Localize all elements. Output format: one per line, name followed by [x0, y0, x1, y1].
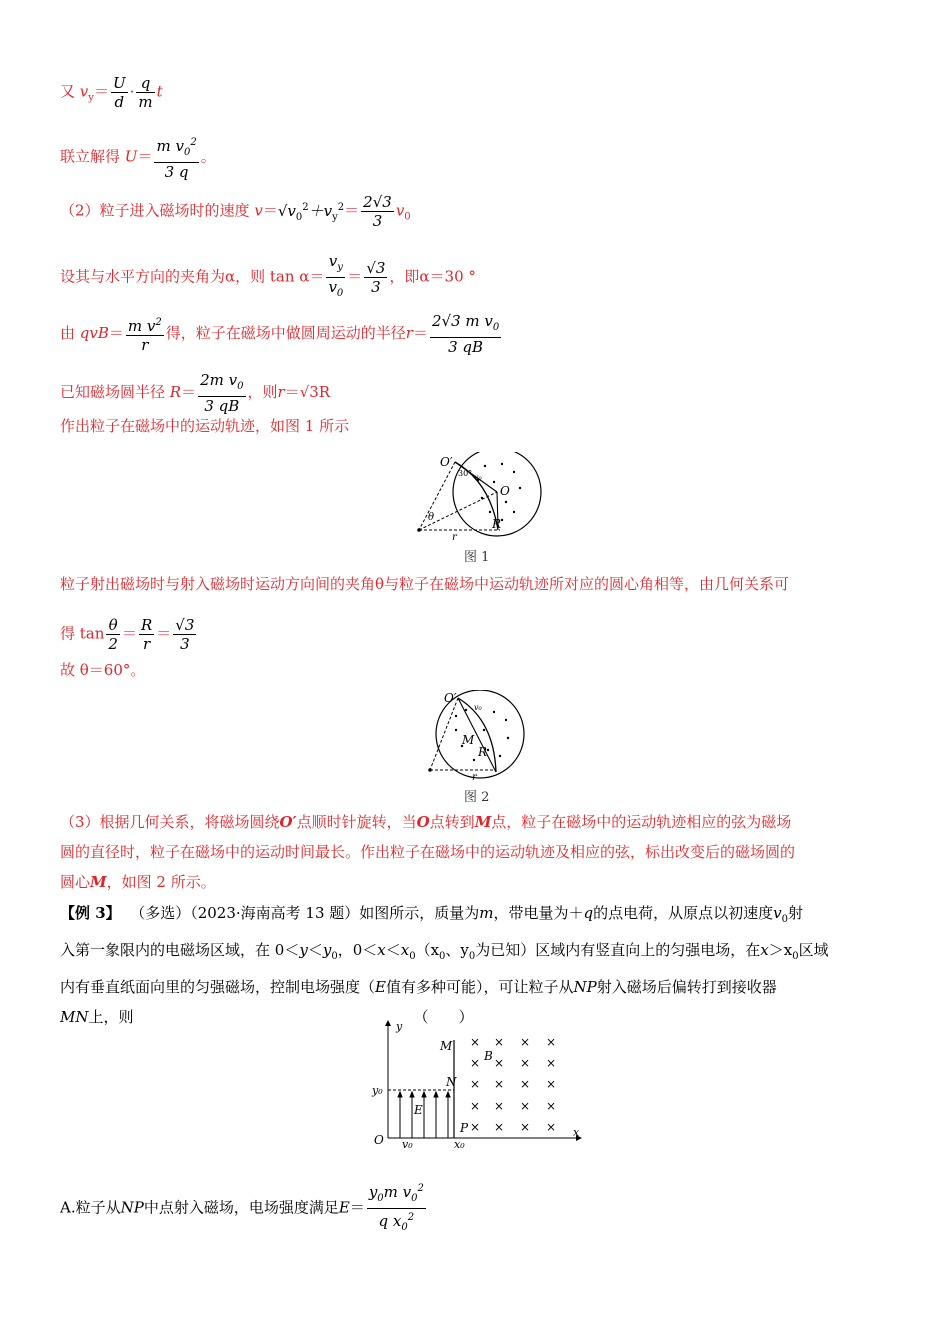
label-x: x	[573, 1126, 580, 1139]
text-figure1-ref: 作出粒子在磁场中的运动轨迹，如图 1 所示	[60, 417, 350, 435]
text: 值有多种可能），可让粒子从	[385, 978, 574, 996]
radius-line-1	[419, 462, 455, 530]
var-M: M	[90, 873, 107, 891]
equals: ＝	[347, 267, 363, 286]
text: ，即α＝30 °	[389, 267, 476, 286]
denominator: 3	[371, 278, 381, 296]
var-MN: MN	[60, 1008, 89, 1026]
sub: 0	[439, 951, 446, 962]
svg-text:×: ×	[494, 1056, 505, 1070]
text-theta-result: 故 θ＝60°。	[60, 661, 146, 679]
text: 又	[60, 82, 76, 101]
sub: 0	[492, 322, 500, 333]
sup: 2	[190, 137, 197, 148]
equals: ＝	[412, 324, 428, 342]
fraction-q-m	[136, 74, 154, 111]
equation-R	[60, 371, 330, 415]
text: 设其与水平方向的夹角为α，则 tan α＝	[60, 267, 325, 286]
figure-2-caption: 图 2	[464, 790, 490, 805]
text: （3）根据几何关系，将磁场圆绕	[60, 813, 280, 831]
y-axis-arrow	[385, 1020, 391, 1026]
sub: 0	[409, 951, 416, 962]
fraction	[139, 616, 154, 653]
sub: y	[337, 262, 343, 273]
label-r: r	[472, 772, 477, 782]
paragraph-part3	[60, 807, 890, 897]
svg-text:×: ×	[470, 1120, 481, 1134]
label-R: R	[478, 745, 488, 759]
text-geometry: 粒子射出磁场时与射入磁场时运动方向间的夹角θ与粒子在磁场中运动轨迹所对应的圆心角相等，由几何关系可	[60, 575, 790, 593]
label-N: N	[446, 1075, 457, 1089]
equals: ＝	[181, 383, 197, 401]
sub: 0	[183, 147, 191, 158]
svg-text:×: ×	[470, 1035, 481, 1049]
sup: 2	[407, 1212, 415, 1223]
numerator: 2√3	[363, 193, 392, 211]
denominator: 3 qB	[448, 338, 484, 356]
label-r: r	[452, 532, 457, 540]
center-point	[428, 768, 432, 772]
text: 为已知）区域内有竖直向上的匀强电场，在	[475, 941, 761, 959]
text: 上，则	[88, 1008, 134, 1026]
var-NP: NP	[573, 978, 597, 996]
fraction	[126, 314, 164, 354]
sub: 0	[404, 211, 411, 223]
text: 中点射入磁场，电场强度满足	[143, 1198, 339, 1217]
label-v0: v₀	[402, 1138, 413, 1148]
label-O: O	[374, 1133, 384, 1147]
var-E: E	[375, 978, 386, 996]
var-x: x	[760, 941, 769, 959]
text: ，0＜	[337, 941, 378, 959]
text: 圆心	[60, 873, 91, 891]
sub: 0	[237, 381, 244, 392]
text: ，如图 2 所示。	[106, 873, 216, 891]
fraction	[173, 616, 196, 653]
equation-v	[60, 193, 411, 230]
label-y: y	[396, 1020, 403, 1033]
numerator: U	[112, 74, 126, 92]
text: 的点电荷，从原点以初速度	[593, 904, 774, 922]
var-y: y	[299, 941, 308, 959]
B-field-crosses	[470, 1035, 556, 1134]
svg-text:×: ×	[520, 1056, 531, 1070]
label-M: M	[440, 1039, 453, 1053]
text: ，带电量为＋	[493, 904, 584, 922]
denominator: q x	[378, 1212, 402, 1230]
example-tag: 【例 3】	[60, 904, 121, 922]
numerator: 2√3 m v	[431, 312, 493, 330]
text: 入第一象限内的电磁场区域，在 0＜	[60, 941, 300, 959]
text: 点顺时针旋转，当	[296, 813, 417, 831]
fraction	[106, 616, 120, 653]
var-v: v	[254, 201, 263, 220]
figure-2	[422, 690, 527, 782]
equals: ＝	[121, 624, 137, 643]
svg-text:×: ×	[470, 1056, 481, 1070]
option-A[interactable]	[60, 1180, 428, 1237]
denominator: 3	[372, 212, 383, 230]
numerator: y	[368, 1183, 378, 1201]
text: ＜	[385, 941, 401, 959]
var-y0: y	[322, 941, 332, 959]
equals: ＝	[344, 201, 360, 220]
sub: 0	[401, 1222, 408, 1233]
center-line	[419, 492, 497, 530]
denominator: v	[328, 278, 337, 296]
var-v0: v	[773, 904, 782, 922]
equals: ＝	[108, 324, 124, 342]
dot: ·	[129, 82, 135, 101]
var-x: x	[377, 941, 386, 959]
sup: 2	[337, 201, 345, 213]
text: 圆的直径时，粒子在磁场中的运动时间最长。作出粒子在磁场中的运动轨迹及相应的弦，标出改变后的磁场圆的	[60, 843, 796, 861]
sqrt: √v	[277, 201, 296, 220]
var-M: M	[474, 813, 492, 831]
denominator: r	[141, 336, 149, 354]
svg-text:×: ×	[494, 1077, 505, 1091]
text: A.粒子从	[60, 1198, 121, 1217]
denominator: 3 q	[164, 163, 189, 181]
numerator: q	[136, 74, 154, 93]
equation-radius	[60, 312, 503, 356]
equals: ＝	[156, 624, 172, 643]
svg-text:×: ×	[520, 1099, 531, 1113]
numerator: 2m v	[200, 371, 238, 389]
text: （2）粒子进入磁场时的速度	[60, 201, 250, 220]
field-lines-E	[398, 1092, 450, 1138]
figure-1-caption: 图 1	[464, 550, 490, 565]
var-E: E	[338, 1198, 350, 1217]
denominator: 3 qB	[204, 397, 240, 415]
label-R: R	[492, 517, 502, 531]
text: 由	[60, 324, 76, 342]
fraction	[367, 1180, 426, 1237]
denominator: 3	[180, 635, 190, 653]
label-O1: O′	[440, 455, 453, 469]
svg-text:×: ×	[546, 1077, 557, 1091]
sub: y	[332, 211, 338, 223]
fraction-vy-v0	[326, 252, 345, 303]
sup: 2	[417, 1183, 424, 1194]
equation-U	[60, 134, 216, 181]
center-point	[417, 528, 421, 532]
var-r: r	[277, 383, 285, 401]
answer-blank: （ ）	[413, 1008, 474, 1026]
svg-text:×: ×	[494, 1120, 505, 1134]
var-r: r	[405, 324, 413, 342]
var-x0: x	[400, 941, 410, 959]
label-O: O	[500, 484, 510, 498]
numerator: v	[328, 252, 338, 270]
var-NP: NP	[120, 1198, 144, 1217]
numerator: R	[140, 616, 153, 634]
text: 得 tan	[60, 624, 105, 643]
var-O1: O′	[279, 813, 297, 831]
denominator: r	[143, 635, 151, 653]
svg-text:×: ×	[470, 1077, 481, 1091]
text: 已知磁场圆半径	[60, 383, 166, 401]
sub: 0	[295, 211, 303, 223]
label-M: M	[462, 733, 475, 747]
text: 内有垂直纸面向里的匀强磁场，控制电场强度（	[60, 978, 376, 996]
equals: ＝	[349, 1198, 365, 1217]
fraction	[361, 193, 394, 230]
equals: ＝	[93, 82, 109, 101]
sub: y	[88, 92, 94, 104]
equals: ＝	[137, 147, 153, 166]
sub: 0	[411, 1193, 418, 1204]
sub: 0	[792, 951, 799, 962]
equals: ＝	[262, 201, 278, 220]
var-qvB: qvB	[79, 324, 109, 342]
var-v0: v	[395, 201, 405, 220]
svg-text:×: ×	[546, 1120, 557, 1134]
example-3	[60, 898, 890, 1032]
figure-3	[368, 1018, 583, 1148]
fraction	[154, 134, 198, 181]
label-E: E	[414, 1103, 423, 1117]
text: （多选）（2023·海南高考 13 题）如图所示，质量为	[130, 904, 480, 922]
label-O1: O′	[444, 691, 457, 705]
numerator: θ	[106, 616, 120, 635]
label-y0: y₀	[372, 1084, 383, 1097]
numerator: √3	[366, 259, 386, 277]
fraction	[430, 312, 501, 356]
sup: 2	[302, 201, 309, 213]
svg-text:×: ×	[546, 1056, 557, 1070]
denominator: m	[138, 93, 153, 111]
var-U: U	[124, 147, 138, 166]
label-P: P	[460, 1121, 469, 1135]
text: ＜	[307, 941, 323, 959]
figure-1	[410, 452, 545, 540]
svg-text:×: ×	[470, 1099, 481, 1113]
numerator: m v	[127, 317, 156, 335]
sup: 2	[155, 317, 162, 328]
text: 、y	[445, 941, 469, 959]
text: （x	[415, 941, 440, 959]
denominator: d	[114, 93, 125, 111]
field-dots	[477, 463, 521, 521]
var-q: q	[583, 904, 594, 922]
text: 区域	[798, 941, 829, 959]
numerator: √3	[175, 616, 195, 634]
equation-tan-theta	[60, 616, 198, 653]
text: 联立解得	[60, 147, 121, 166]
label-angle: 30°	[458, 469, 473, 478]
svg-text:×: ×	[520, 1035, 531, 1049]
label-v0: v₀	[474, 473, 482, 482]
var-R: R	[169, 383, 182, 401]
svg-text:×: ×	[546, 1035, 557, 1049]
var-m: m	[479, 904, 494, 922]
text: 射	[788, 904, 804, 922]
svg-text:×: ×	[494, 1035, 505, 1049]
sub: 0	[336, 288, 344, 299]
label-B: B	[484, 1049, 493, 1063]
text: ＞x	[768, 941, 793, 959]
svg-text:×: ×	[546, 1099, 557, 1113]
plus-vy: ＋v	[308, 201, 333, 220]
fraction-sqrt3	[364, 259, 387, 296]
var-v: v	[79, 82, 89, 101]
label-x0: x₀	[454, 1138, 465, 1148]
numerator: m v	[383, 1183, 412, 1201]
equation-tan-alpha	[60, 252, 476, 303]
numerator: m v	[156, 137, 184, 155]
text: 。	[200, 147, 216, 166]
text: 点转到	[429, 813, 475, 831]
svg-text:×: ×	[494, 1099, 505, 1113]
sub: 0	[331, 951, 338, 962]
var-t: t	[156, 82, 163, 101]
text: ，则	[247, 383, 278, 401]
equation-vy	[60, 74, 163, 111]
fraction-U-d	[111, 74, 128, 111]
fraction	[198, 371, 245, 415]
svg-text:×: ×	[520, 1120, 531, 1134]
sub: 0	[781, 914, 789, 925]
text: 点，粒子在磁场中的运动轨迹相应的弦为磁场	[491, 813, 792, 831]
label-v0: v₀	[474, 703, 482, 712]
text: 射入磁场后偏转打到接收器	[596, 978, 777, 996]
label-theta: θ	[428, 512, 435, 523]
text: 得，粒子在磁场中做圆周运动的半径	[165, 324, 406, 342]
sub: 0	[468, 951, 476, 962]
text: ＝√3R	[284, 383, 331, 401]
denominator: 2	[108, 635, 118, 653]
svg-text:×: ×	[520, 1077, 531, 1091]
var-O: O	[416, 813, 430, 831]
sub: 0	[377, 1193, 384, 1204]
